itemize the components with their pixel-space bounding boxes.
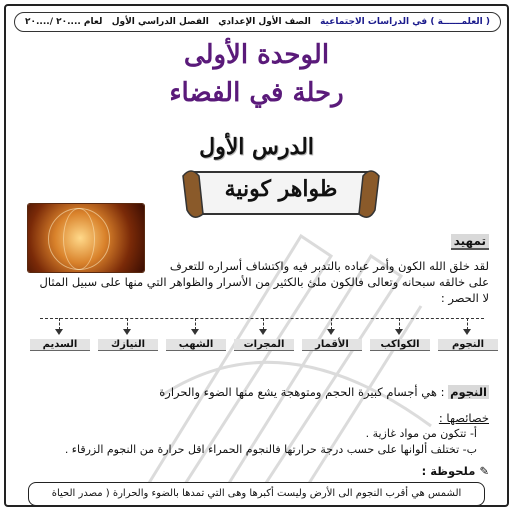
header-bar: [14, 12, 501, 32]
phenomenon-label: الشهب: [166, 339, 226, 351]
stars-term: النجوم: [450, 385, 487, 399]
lesson-topic: ظواهر كونية: [224, 176, 338, 202]
phenomenon-label: الكواكب: [370, 339, 430, 351]
note-label: [422, 464, 489, 478]
grade-label: الصف الأول الإعدادي: [218, 17, 311, 27]
subject-label: ( العلمــــــة ) في الدراسات الاجتماعية: [320, 17, 490, 27]
tree-connector: [40, 318, 484, 319]
phenomenon-label: النجوم: [438, 339, 498, 351]
intro-line-3: لا الحصر :: [440, 291, 489, 305]
feature-item: أ- تتكون من مواد غازية .: [365, 427, 477, 440]
intro-line-1: لقد خلق الله الكون وأمر عباده بالتدبر فيه واكتشاف أسراره للتعرف: [169, 259, 489, 273]
phenomenon-label: السديم: [30, 339, 90, 351]
intro-label: تمهيد: [451, 234, 489, 250]
stars-definition-text: : هي أجسام كبيرة الحجم ومتوهجة يشع منها الضوء والحرارة: [159, 385, 445, 399]
note-label-text: ملحوظة :: [421, 464, 476, 478]
term-label: الفصل الدراسي الأول: [111, 17, 209, 27]
unit-title: الوحدة الأولى: [183, 40, 330, 70]
intro-paragraph: [24, 258, 489, 306]
year-label: لعام ....٢٠ /....٢٠: [25, 17, 103, 27]
features-label: خصائصها :: [438, 411, 489, 425]
feature-item: ب- تختلف ألوانها على حسب درجة حرارتها فالنجوم الحمراء اقل حرارة من النجوم الزرقاء .: [64, 443, 477, 456]
pencil-icon: ✎: [479, 464, 489, 478]
note-box: الشمس هي أقرب النجوم الى الأرض وليست أكبرها وهى التي تمدها بالضوء والحرارة ( مصدر الحياة: [28, 482, 485, 506]
phenomenon-label: النيازك: [98, 339, 158, 351]
phenomena-tree: [20, 314, 498, 364]
worksheet-page: [4, 4, 509, 507]
phenomenon-label: المجرات: [234, 339, 294, 351]
intro-line-2: على خالقه سبحانه وتعالى فالكون ملئ بالكثير من الأسرار والظواهر التي منها على سبيل المثال: [39, 275, 489, 289]
unit-subtitle: رحلة في الفضاء: [169, 78, 344, 108]
lesson-title: الدرس الأول: [199, 134, 314, 160]
stars-definition: [159, 384, 489, 400]
phenomenon-label: الأقمار: [302, 339, 362, 351]
